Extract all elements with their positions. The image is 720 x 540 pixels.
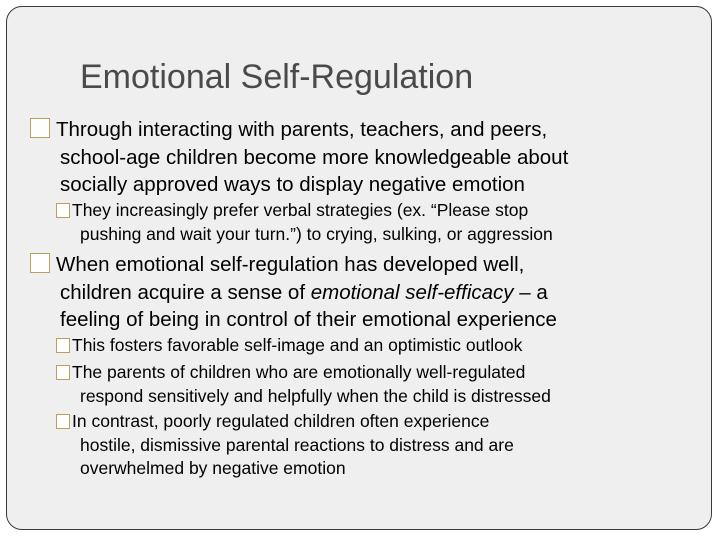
- bullet-item: [30, 116, 568, 199]
- emphasis-text: emotional self-efficacy: [310, 280, 514, 304]
- sub-bullet-text: The parents of children who are emotionally well-regulated: [72, 362, 526, 382]
- square-bullet-icon: [56, 365, 70, 380]
- sub-bullet-text: pushing and wait your turn.”) to crying, sulking, or aggression: [80, 223, 553, 244]
- slide-title: Emotional Self-Regulation: [80, 58, 474, 96]
- square-bullet-icon: [30, 253, 50, 273]
- sub-bullet-text: In contrast, poorly regulated children often experience: [72, 411, 490, 431]
- sub-bullet-text: overwhelmed by negative emotion: [80, 458, 346, 478]
- square-bullet-icon: [30, 118, 50, 138]
- bullet-text: [30, 279, 557, 307]
- bullet-text: When emotional self-regulation has developed well,: [56, 253, 525, 276]
- bullet-item: [30, 251, 557, 334]
- square-bullet-icon: [56, 203, 70, 218]
- sub-bullet-text: respond sensitively and helpfully when the child is distressed: [80, 385, 551, 406]
- bullet-text: socially approved ways to display negative emotion: [60, 173, 525, 196]
- bullet-text: Through interacting with parents, teachers, and peers,: [56, 118, 548, 141]
- square-bullet-icon: [56, 414, 70, 429]
- bullet-text-part: children acquire a sense of: [60, 280, 311, 304]
- square-bullet-icon: [56, 338, 70, 353]
- sub-bullet-text: They increasingly prefer verbal strategies (ex. “Please stop: [72, 200, 529, 220]
- sub-bullet-item: [56, 334, 522, 358]
- sub-bullet-item: [56, 410, 514, 481]
- bullet-text-part: – a: [513, 280, 548, 304]
- sub-bullet-item: [56, 199, 553, 246]
- bullet-text: feeling of being in control of their emotional experience: [60, 308, 557, 331]
- sub-bullet-text: This fosters favorable self-image and an optimistic outlook: [72, 335, 523, 355]
- bullet-text: school-age children become more knowledgeable about: [60, 145, 569, 169]
- sub-bullet-text: hostile, dismissive parental reactions to distress and are: [80, 434, 514, 455]
- sub-bullet-item: [56, 361, 551, 408]
